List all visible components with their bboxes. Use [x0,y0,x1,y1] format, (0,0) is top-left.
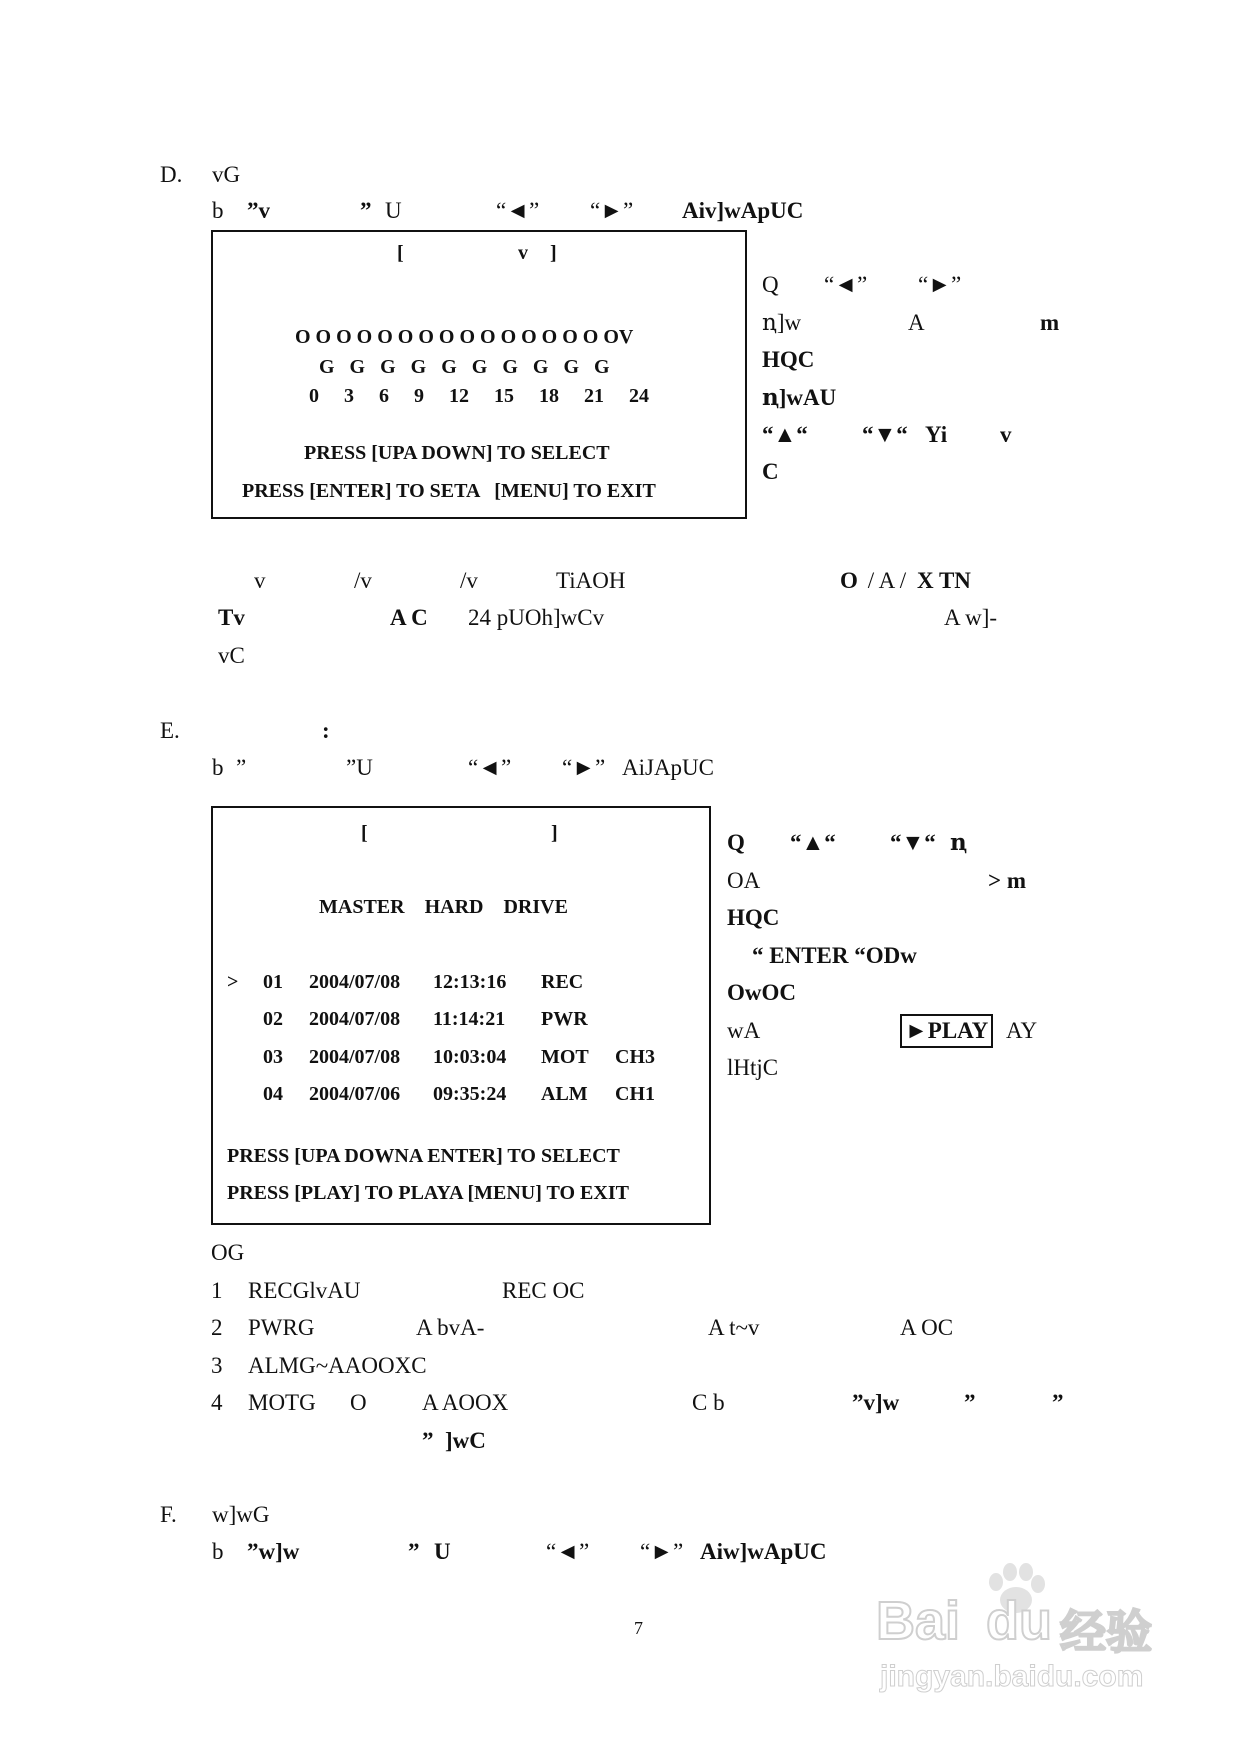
side-text: v [1000,422,1012,447]
section-d-letter: D. [160,162,183,187]
event-time: 11:14:21 [433,1008,506,1030]
schedule-screen [211,230,747,519]
event-list-screen [211,806,711,1225]
event-date: 2004/07/08 [309,1046,401,1068]
left-arrow-key: “◄” [468,755,512,780]
event-number: 02 [263,1008,283,1030]
side-text: C [762,459,779,484]
instr-text: b [212,1539,224,1564]
event-time: 10:03:04 [433,1046,507,1068]
up-key: “▲“ [790,830,836,855]
para-text: /v [354,568,372,593]
watermark-url: jingyan.baidu.com [880,1660,1144,1693]
watermark-cn: 经验 [1060,1606,1152,1658]
section-d-heading: vG [212,162,241,187]
page-number: 7 [634,1618,643,1638]
side-text: Q [762,272,779,297]
event-channel: CH3 [615,1046,655,1068]
play-button-label: ►PLAY [900,1014,993,1048]
para-text: TiAOH [556,568,626,593]
event-channel: CH1 [615,1083,655,1105]
left-arrow-key: “◄” [546,1539,590,1564]
section-e-heading: : [322,718,330,743]
note-text: ” ]wC [422,1428,486,1453]
instr-text: b [212,198,224,223]
instr-text: b [212,755,224,780]
up-key: “▲“ [762,422,808,447]
screen-hint: PRESS [UPA DOWNA ENTER] TO SELECT [227,1145,620,1167]
down-key: “▼“ [890,830,936,855]
screen-hint: PRESS [UPA DOWN] TO SELECT [304,442,610,464]
para-text: Tv [218,605,245,630]
instr-text: U [434,1539,451,1564]
note-text: ” [964,1390,976,1415]
instr-text: ” [408,1539,420,1564]
note-text: C b [692,1390,725,1415]
event-number: 01 [263,971,283,993]
para-text: A C [390,605,428,630]
para-text: O [840,568,858,593]
note-text: ”v]w [852,1390,900,1415]
note-text: REC OC [502,1278,585,1303]
event-time: 09:35:24 [433,1083,507,1105]
side-text: ꞑ [950,830,967,855]
event-type: ALM [541,1083,588,1105]
up-key: “◄” [824,272,868,297]
watermark-brand: du [986,1591,1052,1651]
note-text: A AOOX [422,1390,509,1415]
note-text: A OC [900,1315,954,1340]
side-text: HQC [727,905,780,930]
para-text: / A / [862,568,912,593]
side-text: OwOC [727,980,796,1005]
watermark-brand: Bai [876,1591,961,1651]
instr-text: ”w]w [247,1539,300,1564]
event-date: 2004/07/08 [309,971,401,993]
note-text: O [350,1390,367,1415]
side-text: lHtjC [727,1055,779,1080]
note-number: 1 [211,1278,223,1303]
event-type: MOT [541,1046,589,1068]
side-text: ꞑ]wAU [762,385,837,410]
instr-text: Aiv]wApUC [682,198,804,223]
instr-text: ”v [247,198,270,223]
side-text: AY [1006,1018,1038,1043]
section-e-letter: E. [160,718,180,743]
note-number: 4 [211,1390,223,1415]
side-text: Yi [925,422,948,447]
event-time: 12:13:16 [433,971,507,993]
event-number: 03 [263,1046,283,1068]
event-date: 2004/07/06 [309,1083,401,1105]
notes-heading: OG [211,1240,245,1265]
note-text: A t~v [708,1315,760,1340]
note-text: ” [1052,1390,1064,1415]
screen-title-bracket: ] [551,822,558,844]
screen-title-bracket: [ [361,822,368,844]
side-text: OA [727,868,761,893]
note-text: RECGlvAU [248,1278,361,1303]
side-text: “ ENTER “ODw [752,943,917,968]
para-text: v [254,568,266,593]
instr-text: AiJApUC [622,755,715,780]
drive-label: MASTER HARD DRIVE [319,896,568,918]
side-text: wA [727,1018,761,1043]
schedule-row-g: G G G G G G G G G G [319,356,610,378]
event-type: PWR [541,1008,588,1030]
para-text: 24 pUOh]wCv [468,605,605,630]
section-f-letter: F. [160,1502,177,1527]
side-text: > m [988,868,1027,893]
side-text: ꞑ]w [762,310,802,335]
screen-hint: PRESS [PLAY] TO PLAYA [MENU] TO EXIT [227,1182,629,1204]
screen-hint: PRESS [ENTER] TO SETA [MENU] TO EXIT [242,480,656,502]
para-text: /v [460,568,478,593]
event-date: 2004/07/08 [309,1008,401,1030]
right-arrow-key: “►” [640,1539,684,1564]
para-text: A w]- [944,605,998,630]
right-arrow-key: “►” [562,755,606,780]
para-text: X TN [917,568,971,593]
instr-text: Aiw]wApUC [700,1539,827,1564]
screen-title: v [518,242,528,264]
screen-title-bracket: ] [550,242,557,264]
selection-cursor: > [227,971,239,993]
note-number: 3 [211,1353,223,1378]
schedule-row-o: O O O O O O O O O O O O O O O OV [295,326,634,348]
instr-text: ” [360,198,372,223]
side-text: HQC [762,347,815,372]
side-text: m [1040,310,1060,335]
event-number: 04 [263,1083,283,1105]
right-arrow-key: “►” [590,198,634,223]
section-f-heading: w]wG [212,1502,270,1527]
schedule-hour-axis: 0 3 6 9 12 15 18 21 24 [309,385,649,407]
note-number: 2 [211,1315,223,1340]
note-text: ALMG~AAOOXC [248,1353,427,1378]
instr-text: U [385,198,402,223]
note-text: MOTG [248,1390,316,1415]
note-text: A bvA- [416,1315,485,1340]
side-text: A [908,310,925,335]
down-key: “►” [918,272,962,297]
down-key: “▼“ [862,422,908,447]
note-text: PWRG [248,1315,315,1340]
side-text: Q [727,830,745,855]
event-type: REC [541,971,584,993]
instr-text: ” [236,755,247,780]
para-text: vC [218,643,245,668]
screen-title-bracket: [ [397,242,404,264]
left-arrow-key: “◄” [496,198,540,223]
instr-text: ”U [346,755,373,780]
